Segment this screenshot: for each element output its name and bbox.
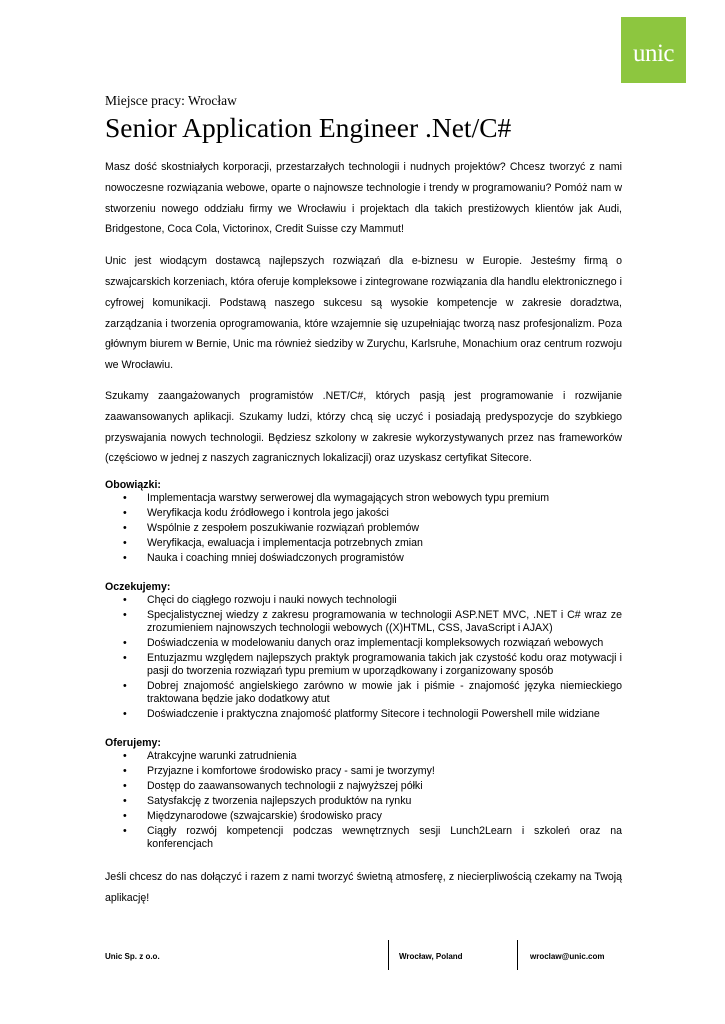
footer-company: Unic Sp. z o.o. [105,952,160,961]
footer-city: Wrocław, Poland [399,952,463,961]
section-title: Oferujemy: [105,737,161,750]
list-item: • Weryfikacja, ewaluacja i implementacja potrzebnych zmian [105,537,622,550]
offer-list [105,750,622,851]
job-title: Senior Application Engineer .Net/C# [105,112,512,143]
job-location: Miejsce pracy: Wrocław [105,93,237,108]
list-item: • Ciągły rozwój kompetencji podczas wewnętrznych sesji Lunch2Learn i szkoleń oraz na konferencjach [105,825,622,851]
logo-text: unic [632,40,675,67]
list-item: • Atrakcyjne warunki zatrudnienia [105,750,622,763]
list-item: • Specjalistycznej wiedzy z zakresu programowania w technologii ASP.NET MVC, .NET i C# wraz ze zrozumieniem najnowszych technologii webowych ((X)HTML, CSS, JavaScript i AJAX) [105,609,622,635]
list-item: • Nauka i coaching mniej doświadczonych programistów [105,552,622,565]
section-offer [105,737,622,851]
intro-paragraph: Masz dość skostniałych korporacji, przestarzałych technologii i nudnych projektów? Chcesz tworzyć z nami nowoczesne rozwiązania webowe, oparte o najnowsze technologie i trendy w programowaniu? Pomóż nam w stworzeniu nowego oddziału firmy we Wrocławiu i projektach dla takich prestiżowych klientów jak Audi, Bridgestone, Coca Cola, Victorinox, Credit Suisse czy Mammut! [105,161,622,236]
footer-email: wroclaw@unic.com [530,952,605,961]
list-item: • Międzynarodowe (szwajcarskie) środowisko pracy [105,810,622,823]
list-item: • Dobrej znajomość angielskiego zarówno w mowie jak i piśmie - znajomość języka niemieckiego traktowana będzie jako dodatkowy atut [105,680,622,706]
list-item: • Entuzjazmu względem najlepszych praktyk programowania takich jak czystość kodu oraz motywacji i pasji do tworzenia rozwiązań typu premium w uporządkowany i zorganizowany sposób [105,652,622,678]
section-requirements [105,581,622,721]
section-duties [105,479,622,565]
list-item: • Przyjazne i komfortowe środowisko pracy - sami je tworzymy! [105,765,622,778]
section-title: Oczekujemy: [105,581,171,594]
list-item: • Wspólnie z zespołem poszukiwanie rozwiązań problemów [105,522,622,535]
list-item: • Doświadczenia w modelowaniu danych oraz implementacji kompleksowych rozwiązań webowych [105,637,622,650]
unic-logo [621,17,686,83]
candidate-paragraph: Szukamy zaangażowanych programistów .NET/C#, których pasją jest programowanie i rozwijanie zaawansowanych aplikacji. Szukamy ludzi, którzy chcą się uczyć i posiadają predyspozycje do szybkiego przyswajania nowych technologii. Będziesz szkolony w zakresie wykorzystywanych przez nas frameworków (częściowo w jednej z naszych zagranicznych lokalizacji) oraz uzyskasz certyfikat Sitecore. [105,389,622,465]
duties-list [105,492,622,565]
closing-paragraph: Jeśli chcesz do nas dołączyć i razem z nami tworzyć świetną atmosferę, z niecierpliwością czekamy na Twoją aplikację! [105,871,622,904]
list-item: • Weryfikacja kodu źródłowego i kontrola jego jakości [105,507,622,520]
list-item: • Dostęp do zaawansowanych technologii z najwyższej półki [105,780,622,793]
list-item: • Satysfakcję z tworzenia najlepszych produktów na rynku [105,795,622,808]
footer [105,940,622,970]
section-title: Obowiązki: [105,479,161,492]
requirements-list [105,594,622,721]
document-body [105,93,622,909]
company-paragraph: Unic jest wiodącym dostawcą najlepszych rozwiązań dla e-biznesu w Europie. Jesteśmy firmą o szwajcarskich korzeniach, która oferuje kompleksowe i zintegrowane rozwiązania dla handlu elektronicznego i cyfrowej komunikacji. Podstawą naszego sukcesu są wysokie kompetencje w zakresie doradztwa, zarządzania i tworzenia oprogramowania, które wzajemnie się uzupełniając tworzą nasz profesjonalizm. Poza głównym biurem w Bernie, Unic ma również siedziby w Zurychu, Karlsruhe, Monachium oraz centrum rozwoju we Wrocławiu. [105,255,622,372]
footer-divider [517,940,518,970]
footer-divider [388,940,389,970]
list-item: • Implementacja warstwy serwerowej dla wymagających stron webowych typu premium [105,492,622,505]
list-item: • Chęci do ciągłego rozwoju i nauki nowych technologii [105,594,622,607]
list-item: • Doświadczenie i praktyczna znajomość platformy Sitecore i technologii Powershell mile widziane [105,708,622,721]
